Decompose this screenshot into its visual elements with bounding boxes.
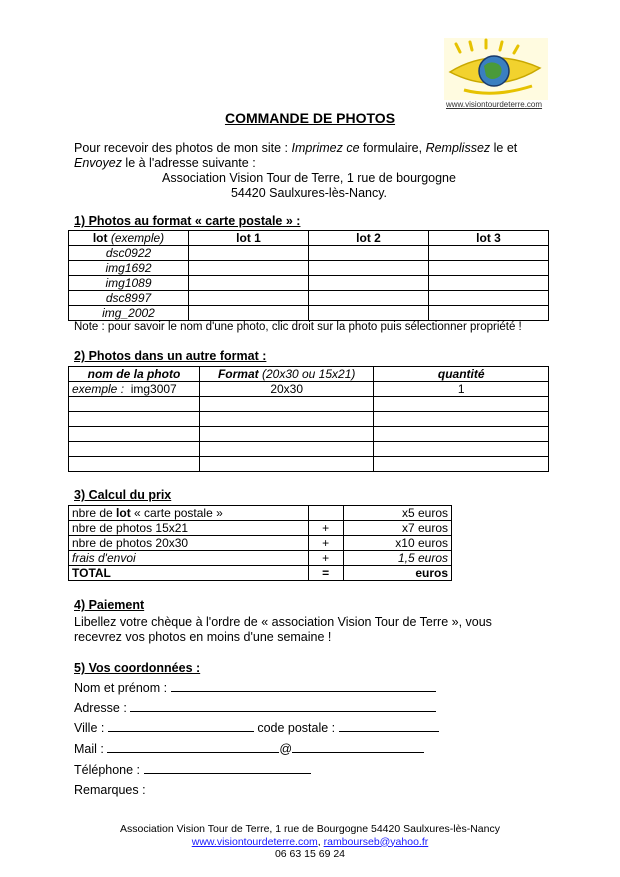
- postal-code-label: code postale :: [257, 721, 336, 735]
- table-row: img1692: [69, 261, 189, 276]
- intro-city-line: 54420 Saulxures-lès-Nancy.: [230, 186, 388, 200]
- footer-separator: ,: [317, 835, 324, 848]
- table-row: img1089: [69, 276, 189, 291]
- phone-field[interactable]: [74, 762, 311, 777]
- lot2-cell[interactable]: [309, 291, 429, 306]
- postal-code-input-line[interactable]: [339, 720, 439, 732]
- price-op: +: [308, 536, 343, 551]
- price-op: [308, 506, 343, 521]
- table-row[interactable]: [69, 412, 200, 427]
- name-label: Nom et prénom :: [74, 681, 168, 695]
- section-1-heading: 1) Photos au format « carte postale » :: [74, 214, 301, 228]
- city-field[interactable]: [74, 720, 439, 735]
- remarks-field[interactable]: [74, 783, 146, 797]
- intro-text: [74, 141, 544, 201]
- section-4-heading: 4) Paiement: [74, 598, 145, 612]
- lot3-cell[interactable]: [429, 276, 549, 291]
- col-quantity-header: quantité: [374, 367, 549, 382]
- address-label: Adresse :: [74, 701, 127, 715]
- lot2-cell[interactable]: [309, 276, 429, 291]
- payment-text: [74, 615, 492, 645]
- footer: [0, 823, 620, 861]
- format-cell[interactable]: [199, 457, 374, 472]
- price-value: x7 euros: [343, 521, 451, 536]
- quantity-cell[interactable]: [374, 442, 549, 457]
- quantity-cell[interactable]: [374, 427, 549, 442]
- intro-line-2: Envoyez le à l'adresse suivante :: [74, 156, 256, 170]
- address-input-line[interactable]: [130, 700, 436, 712]
- lot2-cell[interactable]: [309, 246, 429, 261]
- price-op: +: [308, 551, 343, 566]
- lot1-cell[interactable]: [189, 291, 309, 306]
- price-value: x10 euros: [343, 536, 451, 551]
- lot2-cell[interactable]: [309, 306, 429, 321]
- quantity-cell[interactable]: [374, 397, 549, 412]
- price-value: euros: [343, 566, 451, 581]
- phone-label: Téléphone :: [74, 763, 141, 777]
- mail-field[interactable]: [74, 741, 424, 756]
- intro-address-line: Association Vision Tour de Terre, 1 rue de bourgogne: [162, 171, 456, 185]
- mail-user-input-line[interactable]: [107, 741, 279, 753]
- price-value: 1,5 euros: [343, 551, 451, 566]
- mail-label: Mail :: [74, 742, 104, 756]
- format-cell[interactable]: [199, 397, 374, 412]
- col-photo-name-header: nom de la photo: [69, 367, 200, 382]
- mail-domain-input-line[interactable]: [292, 741, 424, 753]
- table-row: img_2002: [69, 306, 189, 321]
- table-row[interactable]: [69, 457, 200, 472]
- postcard-table: [68, 230, 549, 321]
- lot3-cell[interactable]: [429, 291, 549, 306]
- logo-url[interactable]: www.visiontourdeterre.com: [446, 100, 543, 109]
- example-quantity: 1: [374, 382, 549, 397]
- section-3-heading: 3) Calcul du prix: [74, 488, 172, 502]
- name-field[interactable]: [74, 680, 436, 695]
- col-format-header: Format (20x30 ou 15x21): [199, 367, 374, 382]
- col-lot-header: lot (exemple): [69, 231, 189, 246]
- footer-links: [0, 836, 620, 849]
- eye-logo: [444, 38, 548, 100]
- photo-name-note: Note : pour savoir le nom d'une photo, clic droit sur la photo puis sélectionner propriété !: [74, 321, 522, 333]
- lot3-cell[interactable]: [429, 261, 549, 276]
- lot3-cell[interactable]: [429, 246, 549, 261]
- format-cell[interactable]: [199, 412, 374, 427]
- col-lot2-header: lot 2: [309, 231, 429, 246]
- section-5-heading: 5) Vos coordonnées :: [74, 661, 201, 675]
- at-sign: @: [279, 742, 293, 756]
- price-op: +: [308, 521, 343, 536]
- price-row-shipping: frais d'envoi: [69, 551, 309, 566]
- lot2-cell[interactable]: [309, 261, 429, 276]
- price-row-lot: nbre de lot « carte postale »: [69, 506, 309, 521]
- remarks-label: Remarques :: [74, 783, 146, 797]
- payment-line-2: recevrez vos photos en moins d'une semaine !: [74, 630, 332, 644]
- col-lot1-header: lot 1: [189, 231, 309, 246]
- phone-input-line[interactable]: [144, 762, 311, 774]
- lot1-cell[interactable]: [189, 246, 309, 261]
- page-title: COMMANDE DE PHOTOS: [224, 110, 396, 126]
- city-label: Ville :: [74, 721, 105, 735]
- footer-address: Association Vision Tour de Terre, 1 rue de Bourgogne 54420 Saulxures-lès-Nancy: [120, 823, 500, 835]
- lot1-cell[interactable]: [189, 261, 309, 276]
- payment-line-1: Libellez votre chèque à l'ordre de « association Vision Tour de Terre », vous: [74, 615, 492, 629]
- format-cell[interactable]: [199, 427, 374, 442]
- footer-email-link[interactable]: rambourseb@yahoo.fr: [323, 835, 429, 848]
- table-row[interactable]: [69, 442, 200, 457]
- table-row[interactable]: [69, 427, 200, 442]
- other-format-table: [68, 366, 549, 472]
- format-cell[interactable]: [199, 442, 374, 457]
- quantity-cell[interactable]: [374, 457, 549, 472]
- address-field[interactable]: [74, 700, 436, 715]
- footer-phone: 06 63 15 69 24: [274, 848, 346, 860]
- price-row-20x30: nbre de photos 20x30: [69, 536, 309, 551]
- name-input-line[interactable]: [171, 680, 436, 692]
- city-input-line[interactable]: [108, 720, 254, 732]
- price-row-total: TOTAL: [69, 566, 309, 581]
- intro-line-1: Pour recevoir des photos de mon site : Imprimez ce formulaire, Remplissez le et: [74, 141, 518, 155]
- price-table: [68, 505, 452, 581]
- price-op: =: [308, 566, 343, 581]
- quantity-cell[interactable]: [374, 412, 549, 427]
- section-2-heading: 2) Photos dans un autre format :: [74, 349, 267, 363]
- lot1-cell[interactable]: [189, 306, 309, 321]
- table-row: exemple : img3007: [69, 382, 200, 397]
- table-row: dsc8997: [69, 291, 189, 306]
- table-row[interactable]: [69, 397, 200, 412]
- price-value: x5 euros: [343, 506, 451, 521]
- footer-site-link[interactable]: www.visiontourdeterre.com: [191, 835, 318, 848]
- example-format: 20x30: [199, 382, 374, 397]
- lot1-cell[interactable]: [189, 276, 309, 291]
- table-row: dsc0922: [69, 246, 189, 261]
- price-row-15x21: nbre de photos 15x21: [69, 521, 309, 536]
- col-lot3-header: lot 3: [429, 231, 549, 246]
- lot3-cell[interactable]: [429, 306, 549, 321]
